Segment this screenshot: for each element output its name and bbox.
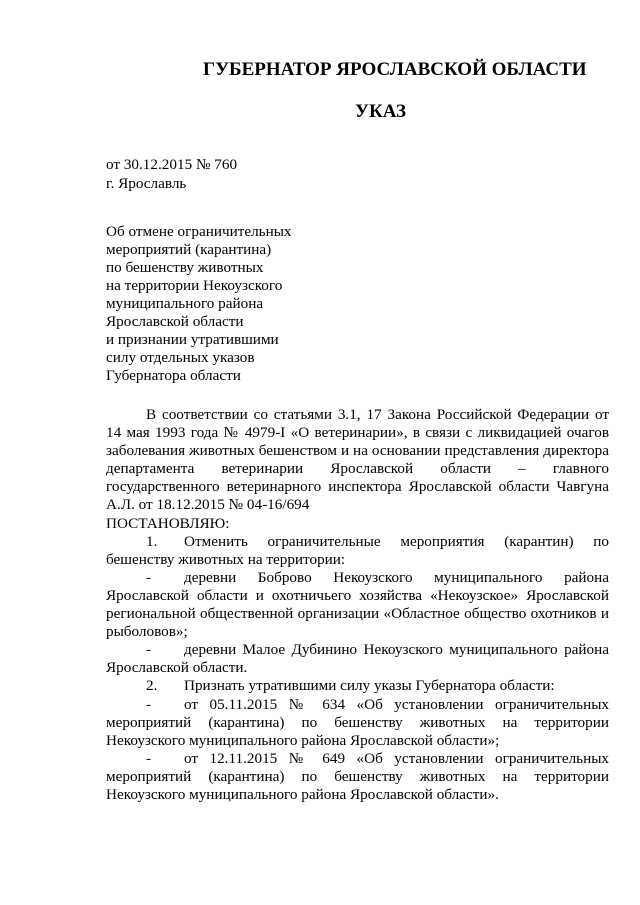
subject-line: мероприятий (карантина): [106, 241, 272, 258]
preamble-paragraph: В соответствии со статьями 3.1, 17 Закона Российской Федерации от 14 мая 1993 года № 4979-I «О ветеринарии», в связи с ликвидацией очагов заболевания животных бешенством и на основании представления директора департамента ветеринарии Ярославской области – главного государственного ветеринарного инспектора Ярославской области Чавгуна А.Л. от 18.12.2015 № 04-16/694: [106, 406, 609, 514]
item-1-number: 1.: [146, 532, 158, 550]
dash-marker: -: [146, 641, 152, 659]
decree-body: [106, 406, 609, 804]
sub-first-line: деревни Малое Дубинино Некоузского муниципального района: [184, 641, 609, 659]
item-2-number: 2.: [146, 677, 158, 695]
sub-first-line: от 05.11.2015 № 634 «Об установлении ограничительных: [184, 695, 609, 713]
resolve-line: ПОСТАНОВЛЯЮ:: [106, 514, 230, 532]
dash-marker: -: [146, 568, 152, 586]
item-1-continuation: бешенству животных на территории:: [106, 550, 346, 568]
subject-line: и признании утратившими: [106, 331, 279, 348]
subject-line: Губернатора области: [106, 367, 241, 384]
dash-marker: -: [146, 695, 152, 713]
subject-line: по бешенству животных: [106, 259, 264, 276]
sub-continuation: Ярославской области и охотничьего хозяйства «Некоузское» Ярославской региональной общественной организации «Областное общество охотников и рыболовов»;: [106, 586, 609, 641]
subject-line: силу отдельных указов: [106, 349, 255, 366]
decree-city: г. Ярославль: [106, 175, 187, 192]
sub-first-line: деревни Боброво Некоузского муниципального района: [184, 568, 609, 586]
subject-line: Ярославской области: [106, 313, 244, 330]
item-1-sub-2: [106, 641, 609, 659]
item-2-text: Признать утратившими силу указы Губернатора области:: [184, 677, 555, 695]
sub-continuation: мероприятий (карантина) по бешенству животных на территории Некоузского муниципального района Ярославской области».: [106, 767, 609, 803]
sub-continuation: мероприятий (карантина) по бешенству животных на территории Некоузского муниципального района Ярославской области»;: [106, 713, 609, 749]
subject-line: муниципального района: [106, 295, 264, 312]
item-1-sub-1: [106, 569, 609, 587]
decree-heading: УКАЗ: [355, 101, 406, 122]
subject-line: Об отмене ограничительных: [106, 223, 292, 240]
item-2-sub-2: [106, 750, 609, 768]
decree-date-number: от 30.12.2015 № 760: [106, 156, 238, 173]
subject-line: на территории Некоузского: [106, 277, 283, 294]
item-2-sub-1: [106, 696, 609, 714]
sub-continuation: Ярославской области.: [106, 659, 248, 677]
sub-first-line: от 12.11.2015 № 649 «Об установлении ограничительных: [184, 749, 609, 767]
dash-marker: -: [146, 749, 152, 767]
item-1: [106, 533, 609, 551]
item-2: [106, 677, 609, 695]
item-1-first-line: Отменить ограничительные мероприятия (карантин) по: [184, 532, 609, 550]
governor-heading: ГУБЕРНАТОР ЯРОСЛАВСКОЙ ОБЛАСТИ: [203, 59, 587, 80]
